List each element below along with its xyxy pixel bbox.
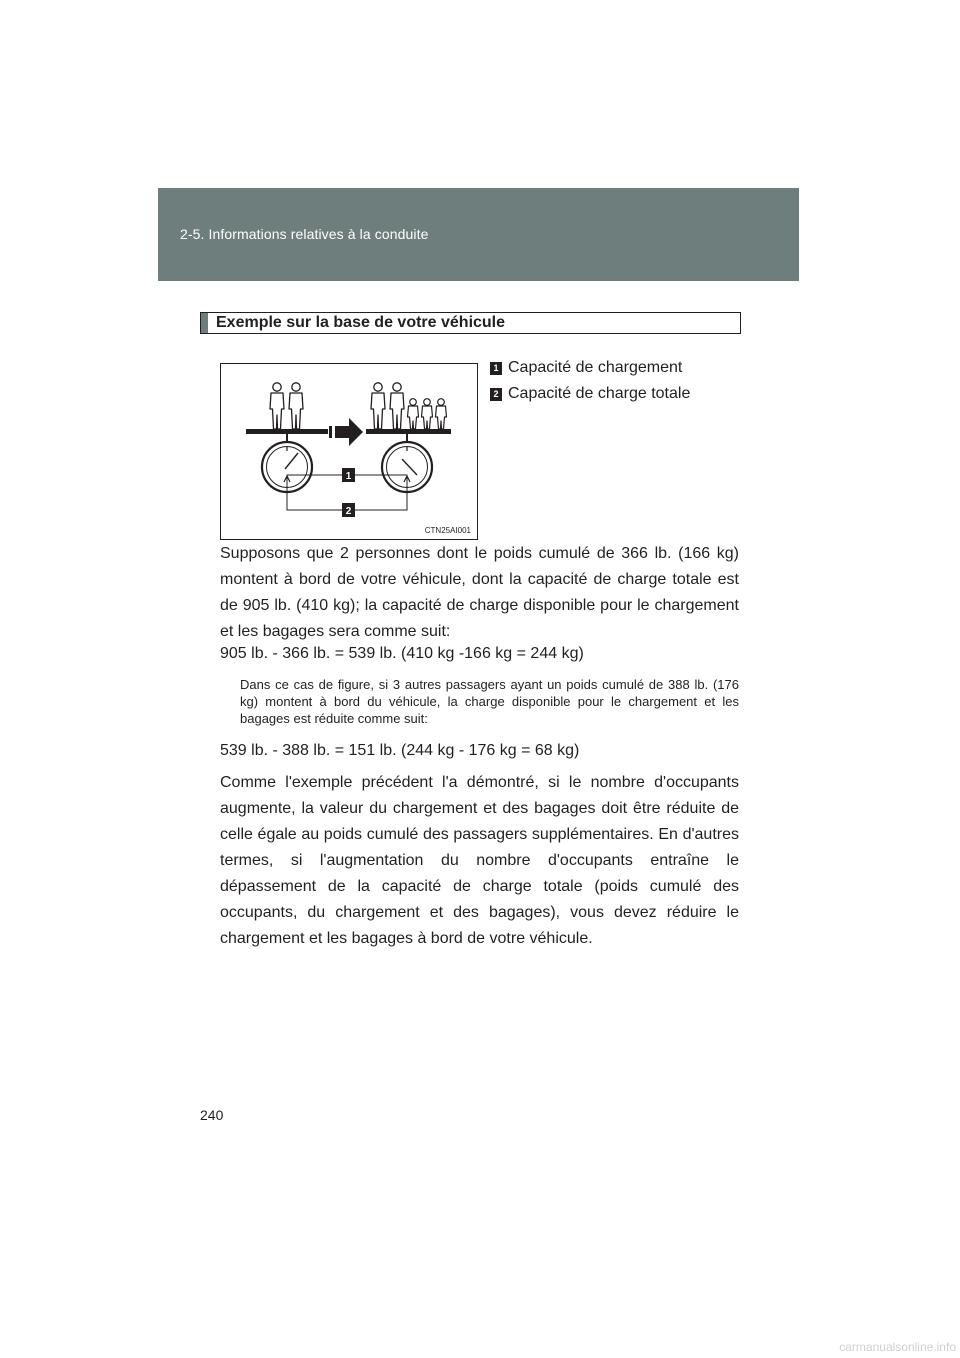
legend-number: 2	[490, 388, 502, 401]
person-icon	[390, 383, 404, 429]
page-number: 240	[200, 1107, 224, 1123]
header-band	[158, 188, 799, 281]
scale-diagram	[221, 364, 477, 539]
section-heading	[200, 312, 741, 334]
child-icon	[436, 399, 447, 429]
breadcrumb: 2-5. Informations relatives à la conduite	[180, 226, 429, 242]
person-icon	[289, 383, 303, 429]
svg-text:2: 2	[345, 506, 352, 517]
svg-text:1: 1	[345, 471, 352, 482]
left-platform	[246, 429, 328, 434]
legend-number: 1	[490, 362, 502, 375]
right-platform	[366, 429, 451, 434]
section-marker	[201, 313, 208, 333]
child-icon	[408, 399, 419, 429]
load-capacity-illustration	[220, 363, 478, 540]
person-icon	[371, 383, 385, 429]
legend-label: Capacité de charge totale	[508, 385, 691, 402]
child-icon	[422, 399, 433, 429]
figure-code: CTN25AI001	[424, 526, 471, 535]
section-title: Exemple sur la base de votre véhicule	[216, 314, 506, 331]
person-icon	[270, 383, 284, 429]
body-paragraph: Comme l'exemple précédent l'a démontré, si le nombre d'occupants augmente, la valeur du chargement et des bagages doit être réduite de celle égale au poids cumulé des passagers supplémentaires. En d'autres termes, si l'augmentation du nombre d'occupants entraîne le dépassement de la capacité de charge totale (poids cumulé des occupants, du chargement et des bagages), vous devez réduire le chargement et les bagages à bord de votre véhicule.	[220, 774, 739, 947]
legend-item-2	[490, 385, 690, 403]
legend-label: Capacité de chargement	[508, 359, 683, 376]
note-paragraph: Dans ce cas de figure, si 3 autres passagers ayant un poids cumulé de 388 lb. (176 kg) montent à bord du véhicule, la charge disponible pour le chargement et les bagages est réduite comme suit:	[240, 677, 739, 726]
legend-item-1	[490, 359, 682, 377]
calculation: 539 lb. - 388 lb. = 151 lb. (244 kg - 176 kg = 68 kg)	[220, 742, 580, 759]
arrow-right-icon	[335, 418, 363, 446]
body-paragraph: Supposons que 2 personnes dont le poids cumulé de 366 lb. (166 kg) montent à bord de votre véhicule, dont la capacité de charge totale est de 905 lb. (410 kg); la capacité de charge disponible pour le chargement et les bagages sera comme suit:	[220, 545, 739, 640]
watermark: carmanualsonline.info	[839, 1340, 956, 1354]
calculation: 905 lb. - 366 lb. = 539 lb. (410 kg -166 kg = 244 kg)	[220, 645, 584, 662]
